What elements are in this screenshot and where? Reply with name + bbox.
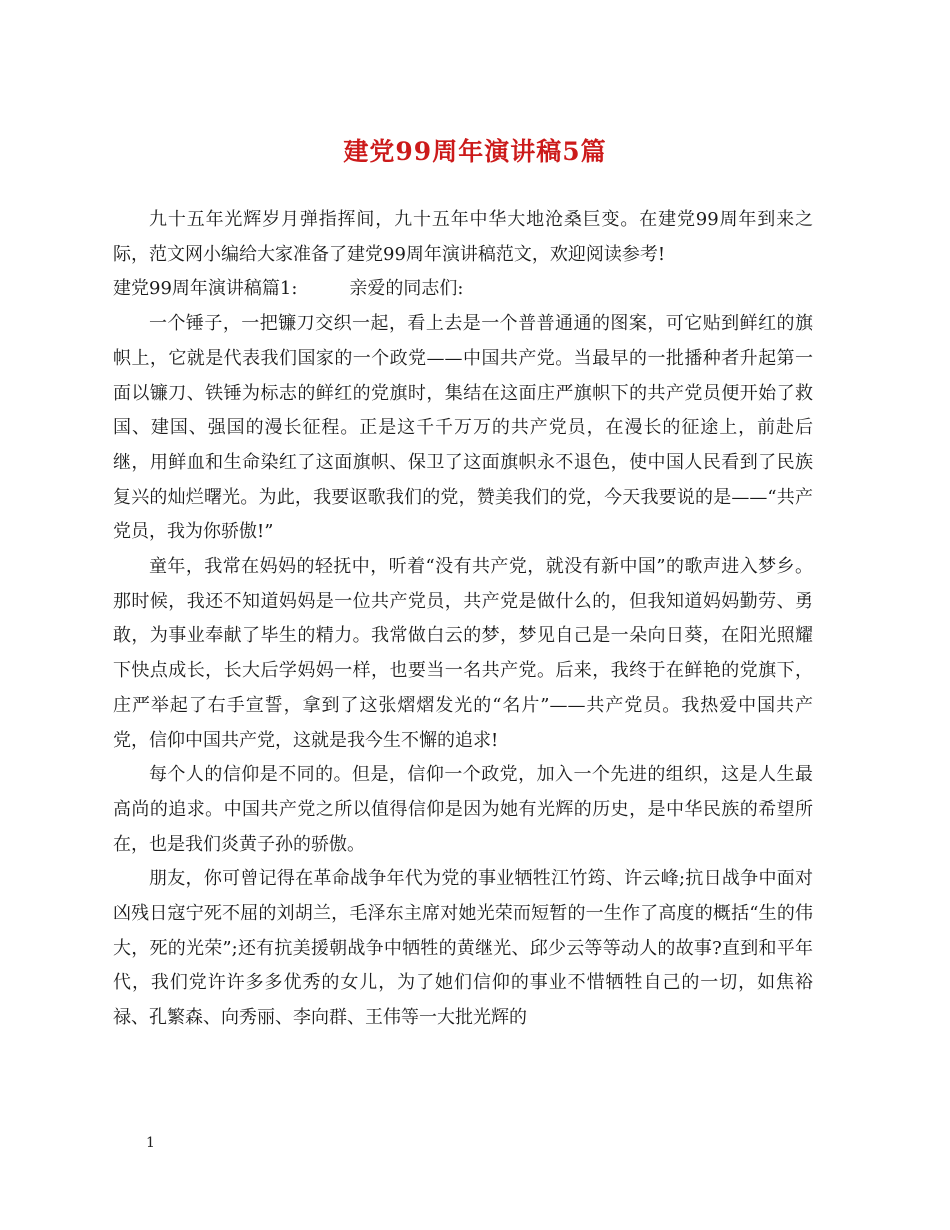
intro-paragraph: 九十五年光辉岁月弹指挥间，九十五年中华大地沧桑巨变。在建党99周年到来之际，范文网小编给大家准备了建党99周年演讲稿范文，欢迎阅读参考!	[113, 209, 813, 265]
section-label: 建党99周年演讲稿篇1:	[113, 278, 298, 300]
body-paragraph: 一个锤子，一把镰刀交织一起，看上去是一个普普通通的图案，可它贴到鲜红的旗帜上，它就是代表我们国家的一个政党——中国共产党。当最早的一批播种者升起第一面以镰刀、铁锤为标志的鲜红的党旗时，集结在这面庄严旗帜下的共产党员便开始了救国、建国、强国的漫长征程。正是这千千万万的共产党员，在漫长的征途上，前赴后继，用鲜血和生命染红了这面旗帜、保卫了这面旗帜永不退色，使中国人民看到了民族复兴的灿烂曙光。为此，我要讴歌我们的党，赞美我们的党，今天我要说的是——“共产党员，我为你骄傲!”	[113, 313, 813, 543]
page-number: 1	[146, 1135, 155, 1151]
document-body	[113, 203, 813, 1036]
section-heading	[113, 272, 813, 307]
body-paragraph: 童年，我常在妈妈的轻抚中，听着“没有共产党，就没有新中国”的歌声进入梦乡。那时候，我还不知道妈妈是一位共产党员，共产党是做什么的，但我知道妈妈勤劳、勇敢，为事业奉献了毕生的精力。我常做白云的梦，梦见自己是一朵向日葵，在阳光照耀下快点成长，长大后学妈妈一样，也要当一名共产党。后来，我终于在鲜艳的党旗下，庄严举起了右手宣誓，拿到了这张熠熠发光的“名片”——共产党员。我热爱中国共产党，信仰中国共产党，这就是我今生不懈的追求!	[113, 556, 813, 751]
salutation: 亲爱的同志们:	[349, 278, 464, 300]
body-paragraph: 朋友，你可曾记得在革命战争年代为党的事业牺牲江竹筠、许云峰;抗日战争中面对凶残日寇宁死不屈的刘胡兰，毛泽东主席对她光荣而短暂的一生作了高度的概括“生的伟大，死的光荣”;还有抗美援朝战争中牺牲的黄继光、邱少云等等动人的故事?直到和平年代，我们党许许多多优秀的女儿，为了她们信仰的事业不惜牺牲自己的一切，如焦裕禄、孔繁森、向秀丽、李向群、王伟等一大批光辉的	[113, 868, 813, 1029]
document-title: 建党99周年演讲稿5篇	[343, 137, 607, 166]
body-paragraph: 每个人的信仰是不同的。但是，信仰一个政党，加入一个先进的组织，这是人生最高尚的追求。中国共产党之所以值得信仰是因为她有光辉的历史，是中华民族的希望所在，也是我们炎黄子孙的骄傲。	[113, 764, 813, 855]
